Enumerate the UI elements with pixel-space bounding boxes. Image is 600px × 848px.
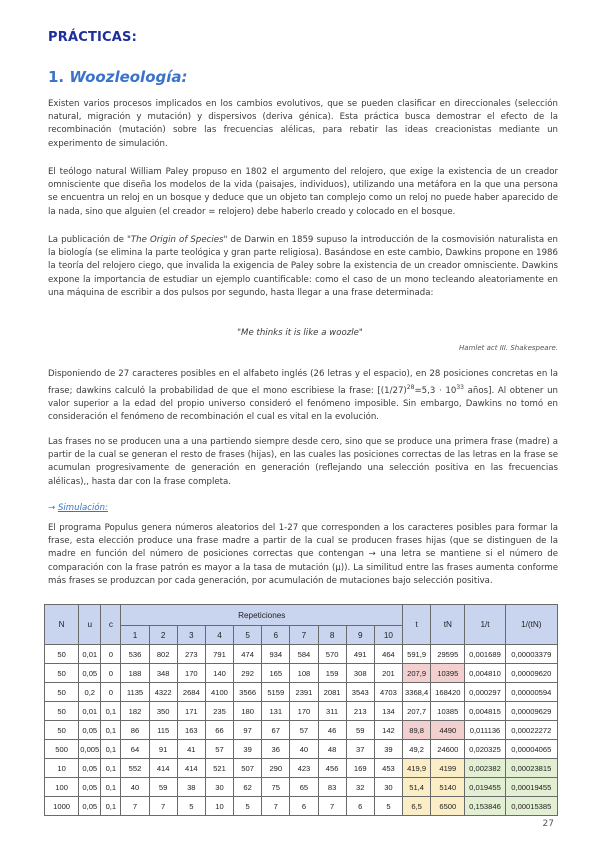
cell-rep-8: 83: [318, 778, 346, 797]
cell-rep-3: 414: [177, 759, 205, 778]
cell-rep-10: 30: [374, 778, 402, 797]
paragraph-recombination: Las frases no se producen una a una partiendo siempre desde cero, sino que se produce una primera frase (madre) a partir de la cual se generan el resto de frases (hijas), en las cuales las posiciones correctas de las letras en la frase se acumulan progresivamente de generación en generación (reflejando una selección positiva en las frecuencias alélicas),, hasta dar con la frase completa.: [48, 437, 558, 487]
cell-t: 207,7: [403, 702, 431, 721]
cell-rep-4: 791: [205, 645, 233, 664]
quote-source: Hamlet act III. Shakespeare.: [459, 344, 558, 352]
cell-u: 0,05: [79, 664, 101, 683]
cell-rep-1: 552: [121, 759, 149, 778]
cell-rep-7: 65: [290, 778, 318, 797]
cell-inv-t: 0,004810: [465, 664, 505, 683]
cell-rep-9: 59: [346, 721, 374, 740]
heading-title: Woozleología:: [69, 68, 188, 86]
cell-n: 500: [45, 740, 79, 759]
cell-inv-tn: 0,00000594: [505, 683, 557, 702]
cell-rep-10: 142: [374, 721, 402, 740]
header-rep-8: 8: [318, 626, 346, 645]
cell-inv-tn: 0,00022272: [505, 721, 557, 740]
heading-number: 1.: [48, 68, 65, 86]
cell-rep-9: 308: [346, 664, 374, 683]
cell-rep-1: 86: [121, 721, 149, 740]
woozle-quote: "Me thinks it is like a woozle": [237, 328, 363, 338]
cell-rep-4: 521: [205, 759, 233, 778]
cell-n: 10: [45, 759, 79, 778]
cell-rep-2: 7: [149, 797, 177, 816]
cell-rep-3: 273: [177, 645, 205, 664]
cell-n: 50: [45, 683, 79, 702]
cell-c: 0: [101, 664, 121, 683]
cell-rep-4: 66: [205, 721, 233, 740]
cell-rep-9: 169: [346, 759, 374, 778]
cell-rep-6: 75: [262, 778, 290, 797]
header-rep-5: 5: [234, 626, 262, 645]
header-c: c: [101, 605, 121, 645]
cell-rep-3: 2684: [177, 683, 205, 702]
cell-rep-3: 163: [177, 721, 205, 740]
cell-rep-8: 159: [318, 664, 346, 683]
cell-rep-4: 4100: [205, 683, 233, 702]
exponent-28: 28: [406, 384, 415, 392]
cell-rep-4: 10: [205, 797, 233, 816]
cell-rep-9: 491: [346, 645, 374, 664]
cell-u: 0,05: [79, 759, 101, 778]
table-row: [45, 778, 558, 797]
cell-t: 207,9: [403, 664, 431, 683]
cell-rep-6: 36: [262, 740, 290, 759]
cell-inv-t: 0,011136: [465, 721, 505, 740]
section-title: PRÁCTICAS:: [48, 30, 138, 45]
darwin-text-a: La publicación de: [48, 235, 127, 245]
cell-rep-2: 348: [149, 664, 177, 683]
cell-rep-10: 134: [374, 702, 402, 721]
header-repeticiones: Repeticiones: [121, 605, 403, 626]
cell-u: 0,05: [79, 721, 101, 740]
cell-tn: 24600: [431, 740, 465, 759]
cell-n: 50: [45, 645, 79, 664]
paragraph-darwin: [48, 234, 558, 300]
cell-rep-1: 182: [121, 702, 149, 721]
cell-u: 0,2: [79, 683, 101, 702]
cell-rep-8: 311: [318, 702, 346, 721]
cell-inv-tn: 0,00023815: [505, 759, 557, 778]
cell-c: 0,1: [101, 759, 121, 778]
cell-rep-1: 40: [121, 778, 149, 797]
cell-tn: 6500: [431, 797, 465, 816]
cell-rep-10: 39: [374, 740, 402, 759]
cell-n: 100: [45, 778, 79, 797]
cell-tn: 168420: [431, 683, 465, 702]
cell-rep-1: 536: [121, 645, 149, 664]
cell-rep-2: 91: [149, 740, 177, 759]
cell-rep-2: 414: [149, 759, 177, 778]
cell-n: 50: [45, 702, 79, 721]
cell-rep-9: 3543: [346, 683, 374, 702]
cell-rep-3: 171: [177, 702, 205, 721]
cell-t: 591,9: [403, 645, 431, 664]
cell-rep-6: 165: [262, 664, 290, 683]
cell-rep-9: 6: [346, 797, 374, 816]
cell-rep-9: 32: [346, 778, 374, 797]
exponent-33: 33: [456, 384, 464, 392]
cell-u: 0,005: [79, 740, 101, 759]
cell-c: 0,1: [101, 778, 121, 797]
cell-rep-5: 474: [234, 645, 262, 664]
page-number: 27: [542, 819, 554, 829]
probability-text-b: =5,3 · 10: [414, 386, 457, 397]
cell-rep-4: 30: [205, 778, 233, 797]
cell-t: 419,9: [403, 759, 431, 778]
cell-inv-t: 0,001689: [465, 645, 505, 664]
cell-rep-2: 115: [149, 721, 177, 740]
cell-rep-10: 4703: [374, 683, 402, 702]
header-n: N: [45, 605, 79, 645]
cell-rep-8: 7: [318, 797, 346, 816]
paragraph-paley: El teólogo natural William Paley propuso en 1802 el argumento del relojero, que exige la existencia de un creador omnisciente que diseña los modelos de la vida (paisajes, individuos), utilizando una metáfora en la que una persona se encuentra un reloj en un bosque y deduce que un objeto tan complejo como un reloj no puede haber aparecido de la nada, sino que alguien (el creador = relojero) debe haberlo creado y colocado en el bosque.: [48, 167, 558, 217]
arrow-icon: →: [48, 503, 56, 513]
cell-inv-tn: 0,00015385: [505, 797, 557, 816]
cell-rep-5: 507: [234, 759, 262, 778]
cell-u: 0,01: [79, 702, 101, 721]
cell-rep-7: 2391: [290, 683, 318, 702]
cell-rep-10: 464: [374, 645, 402, 664]
cell-rep-8: 456: [318, 759, 346, 778]
header-rep-6: 6: [262, 626, 290, 645]
table-row: [45, 645, 558, 664]
cell-rep-7: 6: [290, 797, 318, 816]
cell-rep-8: 48: [318, 740, 346, 759]
cell-rep-8: 570: [318, 645, 346, 664]
cell-rep-2: 59: [149, 778, 177, 797]
cell-rep-3: 38: [177, 778, 205, 797]
probability-text-c: años]. Al obtener un valor superior a la edad del propio universo consideró el fenómeno imposible. Sin embargo, Dawkins no tomó en consideración el fenómeno de recombinación el cual es vital en la evolución.: [48, 386, 558, 423]
table-row: [45, 702, 558, 721]
cell-inv-t: 0,004815: [465, 702, 505, 721]
cell-rep-2: 350: [149, 702, 177, 721]
header-t: t: [403, 605, 431, 645]
cell-rep-3: 5: [177, 797, 205, 816]
cell-rep-4: 140: [205, 664, 233, 683]
simulation-subheading: [48, 503, 108, 513]
cell-rep-4: 235: [205, 702, 233, 721]
table-row: [45, 664, 558, 683]
table-row: [45, 797, 558, 816]
results-table: [44, 604, 558, 816]
cell-t: 6,5: [403, 797, 431, 816]
probability-text-a: Disponiendo de 27 caracteres posibles en el alfabeto inglés (26 letras y el espacio), en 28 posiciones concretas en la frase; dawkins calculó la probabilidad de que el mono escribiese la frase: [(1/27): [48, 369, 558, 397]
cell-rep-2: 4322: [149, 683, 177, 702]
header-rep-2: 2: [149, 626, 177, 645]
cell-rep-7: 423: [290, 759, 318, 778]
cell-tn: 29595: [431, 645, 465, 664]
cell-rep-5: 180: [234, 702, 262, 721]
cell-inv-tn: 0,00009629: [505, 702, 557, 721]
book-title: "The Origin of Species": [126, 235, 228, 245]
cell-rep-6: 5159: [262, 683, 290, 702]
cell-rep-3: 170: [177, 664, 205, 683]
cell-rep-6: 290: [262, 759, 290, 778]
header-rep-9: 9: [346, 626, 374, 645]
cell-rep-5: 292: [234, 664, 262, 683]
cell-rep-10: 201: [374, 664, 402, 683]
cell-u: 0,01: [79, 645, 101, 664]
cell-rep-1: 7: [121, 797, 149, 816]
cell-rep-9: 37: [346, 740, 374, 759]
cell-rep-7: 170: [290, 702, 318, 721]
cell-inv-t: 0,002382: [465, 759, 505, 778]
cell-c: 0,1: [101, 721, 121, 740]
cell-t: 49,2: [403, 740, 431, 759]
cell-u: 0,05: [79, 797, 101, 816]
cell-tn: 10385: [431, 702, 465, 721]
cell-rep-9: 213: [346, 702, 374, 721]
header-inv-tn: 1/(tN): [505, 605, 557, 645]
cell-inv-t: 0,000297: [465, 683, 505, 702]
table-row: [45, 759, 558, 778]
cell-rep-7: 57: [290, 721, 318, 740]
cell-rep-6: 7: [262, 797, 290, 816]
header-rep-1: 1: [121, 626, 149, 645]
table-body: [45, 645, 558, 816]
table-row: [45, 721, 558, 740]
cell-t: 51,4: [403, 778, 431, 797]
cell-tn: 10395: [431, 664, 465, 683]
cell-inv-t: 0,019455: [465, 778, 505, 797]
cell-rep-6: 934: [262, 645, 290, 664]
table-row: [45, 740, 558, 759]
table-row: [45, 683, 558, 702]
cell-rep-6: 67: [262, 721, 290, 740]
cell-rep-5: 5: [234, 797, 262, 816]
cell-rep-8: 2081: [318, 683, 346, 702]
cell-t: 89,8: [403, 721, 431, 740]
cell-rep-2: 802: [149, 645, 177, 664]
cell-c: 0,1: [101, 797, 121, 816]
cell-tn: 4199: [431, 759, 465, 778]
cell-rep-4: 57: [205, 740, 233, 759]
cell-inv-tn: 0,00019455: [505, 778, 557, 797]
cell-inv-t: 0,153846: [465, 797, 505, 816]
cell-inv-tn: 0,00009620: [505, 664, 557, 683]
cell-n: 50: [45, 664, 79, 683]
paragraph-intro: Existen varios procesos implicados en los cambios evolutivos, que se pueden clasificar en direccionales (selección natural, migración y mutación) y dispersivos (deriva génica). Esta práctica busca demostrar el efecto de la recombinación (mutación) sobre las frecuencias alélicas, para rebatir las ideas creacionistas mediante un experimento de simulación.: [48, 99, 558, 149]
cell-c: 0,1: [101, 740, 121, 759]
cell-t: 3368,4: [403, 683, 431, 702]
simulation-label: Simulación:: [57, 503, 108, 513]
paragraph-populus: El programa Populus genera números aleatorios del 1-27 que corresponden a los caracteres posibles para formar la frase, esta elección produce una frase madre a partir de la cual se producen frases hijas (que se distinguen de la madre en función del número de posiciones correctas que contengan → una letra se mantiene si el número de comparación con la frase patrón es mayor a la tasa de mutación (µ)). La similitud entre las frases aumenta conforme más frases se produzcan por cada generación, por acumulación de mutaciones bajo selección positiva.: [48, 523, 558, 586]
header-rep-10: 10: [374, 626, 402, 645]
header-tn: tN: [431, 605, 465, 645]
cell-rep-10: 5: [374, 797, 402, 816]
cell-inv-t: 0,020325: [465, 740, 505, 759]
cell-rep-5: 62: [234, 778, 262, 797]
cell-inv-tn: 0,00003379: [505, 645, 557, 664]
header-rep-7: 7: [290, 626, 318, 645]
cell-tn: 4490: [431, 721, 465, 740]
cell-n: 50: [45, 721, 79, 740]
cell-rep-5: 3566: [234, 683, 262, 702]
cell-rep-7: 584: [290, 645, 318, 664]
cell-rep-6: 131: [262, 702, 290, 721]
cell-rep-5: 97: [234, 721, 262, 740]
header-rep-3: 3: [177, 626, 205, 645]
cell-rep-1: 64: [121, 740, 149, 759]
cell-c: 0: [101, 645, 121, 664]
cell-u: 0,05: [79, 778, 101, 797]
cell-rep-7: 40: [290, 740, 318, 759]
cell-rep-8: 46: [318, 721, 346, 740]
cell-c: 0,1: [101, 702, 121, 721]
header-inv-t: 1/t: [465, 605, 505, 645]
cell-rep-5: 39: [234, 740, 262, 759]
cell-rep-3: 41: [177, 740, 205, 759]
cell-rep-1: 1135: [121, 683, 149, 702]
cell-c: 0: [101, 683, 121, 702]
practice-heading: [48, 68, 188, 86]
paragraph-probability: [48, 368, 558, 425]
header-rep-4: 4: [205, 626, 233, 645]
cell-rep-7: 108: [290, 664, 318, 683]
cell-rep-10: 453: [374, 759, 402, 778]
cell-inv-tn: 0,00004065: [505, 740, 557, 759]
darwin-text-b: de Darwin en 1859 supuso la introducción de la cosmovisión naturalista en la biología (se elimina la parte teológica y gran parte religiosa). Basándose en este cambio, Dawkins propone en 1986 la teoría del relojero ciego, que invalida la exigencia de Paley sobre la existencia de un creador omnisciente. Dawkins expone la importancia de estudiar un ejemplo cuantificable: como el caso de un mono tecleando aleatoriamente en una máquina de escribir a dos pulsos por segundo, hasta llegar a una frase determinada:: [48, 235, 558, 298]
cell-n: 1000: [45, 797, 79, 816]
cell-rep-1: 188: [121, 664, 149, 683]
cell-tn: 5140: [431, 778, 465, 797]
header-u: u: [79, 605, 101, 645]
